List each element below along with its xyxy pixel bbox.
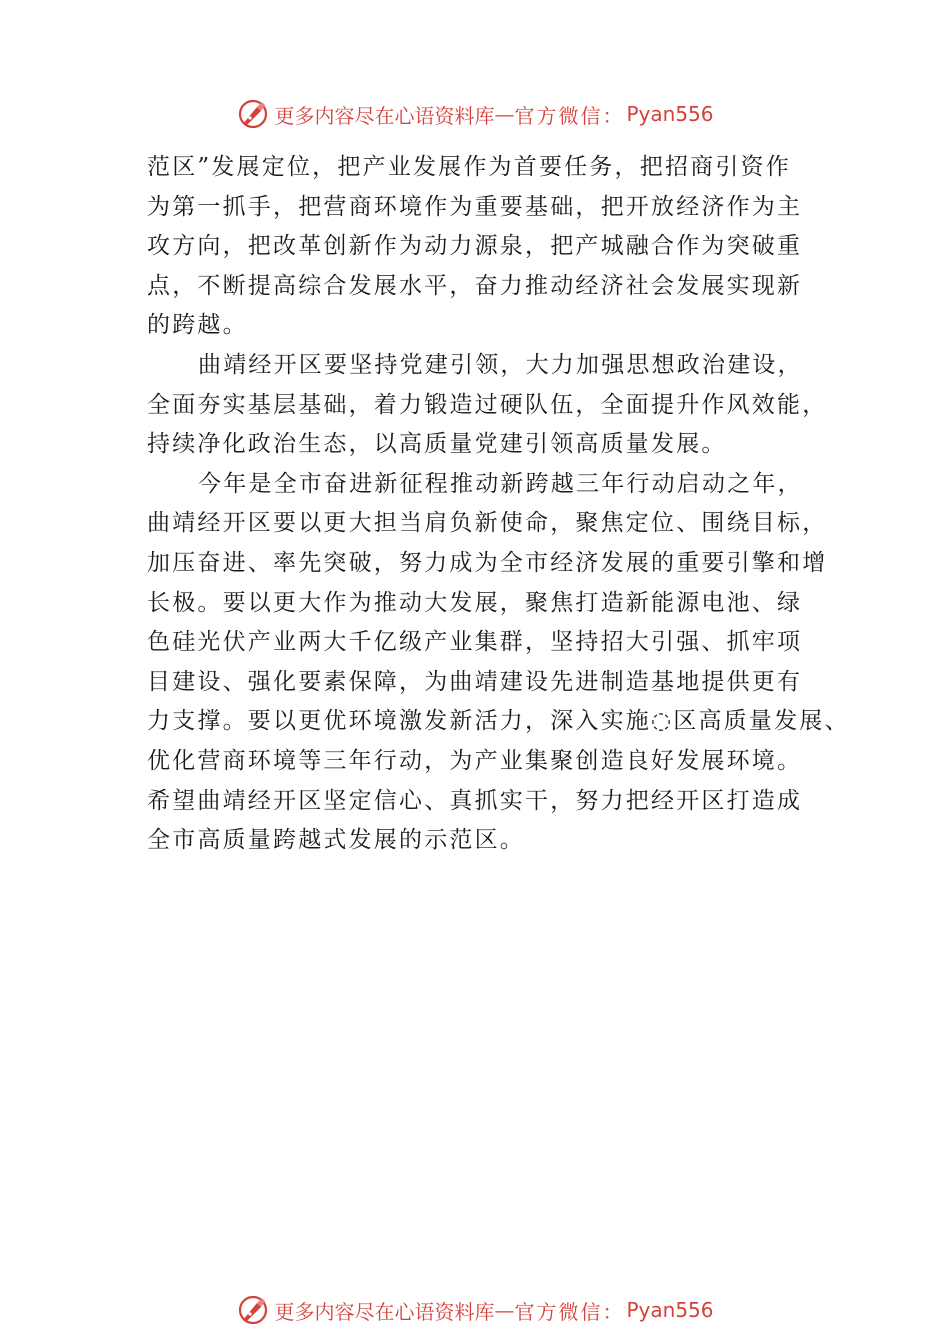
pen-nib-logo-icon	[236, 1293, 270, 1327]
text-line: 长极。要以更大作为推动大发展，聚焦打造新能源电池、绿	[147, 589, 803, 616]
text-line: 全市高质量跨越式发展的示范区。	[147, 827, 525, 854]
text-line: 色硅光伏产业两大千亿级产业集群，坚持招大引强、抓牢项	[147, 629, 803, 656]
banner-wechat-label: 官方微信：	[514, 1299, 625, 1324]
text-line: 范区”发展定位，把产业发展作为首要任务，把招商引资作	[147, 154, 791, 180]
header-banner	[0, 94, 950, 134]
text-line: 攻方向，把改革创新作为动力源泉，把产城融合作为突破重	[147, 233, 803, 260]
footer-banner	[0, 1290, 950, 1330]
text-line: 为第一抓手，把营商环境作为重要基础，把开放经济作为主	[147, 193, 803, 220]
text-line: 持续净化政治生态，以高质量党建引领高质量发展。	[147, 431, 727, 458]
text-line: 全面夯实基层基础，着力锻造过硬队伍，全面提升作风效能，	[147, 391, 828, 418]
banner-main-text: 更多内容尽在心语资料库	[274, 103, 495, 128]
banner-main-text: 更多内容尽在心语资料库	[274, 1299, 495, 1324]
banner-wechat-label: 官方微信：	[514, 103, 625, 128]
text-line: 希望曲靖经开区坚定信心、真抓实干，努力把经开区打造成	[147, 787, 803, 814]
document-body	[147, 148, 850, 861]
pen-nib-logo-icon	[236, 97, 270, 131]
text-line: 优化营商环境等三年行动，为产业集聚创造良好发展环境。	[147, 747, 803, 774]
text-line: 力支撑。要以更优环境激发新活力，深入实施◌区高质量发展、	[147, 708, 850, 735]
text-line: 加压奋进、率先突破，努力成为全市经济发展的重要引擎和增	[147, 549, 828, 576]
banner-wechat-id: Pyan556	[626, 102, 714, 126]
paragraph-start-line: 曲靖经开区要坚持党建引领，大力加强思想政治建设，	[198, 351, 803, 378]
text-line: 点，不断提高综合发展水平，奋力推动经济社会发展实现新	[147, 272, 803, 299]
text-line: 曲靖经开区要以更大担当肩负新使命，聚焦定位、围绕目标，	[147, 510, 828, 537]
text-line: 的跨越。	[147, 312, 248, 339]
banner-dash: —	[494, 1298, 515, 1322]
banner-wechat-id: Pyan556	[626, 1298, 714, 1322]
text-line: 目建设、强化要素保障，为曲靖建设先进制造基地提供更有	[147, 668, 803, 695]
paragraph-start-line: 今年是全市奋进新征程推动新跨越三年行动启动之年，	[198, 470, 803, 497]
banner-dash: —	[494, 102, 515, 126]
